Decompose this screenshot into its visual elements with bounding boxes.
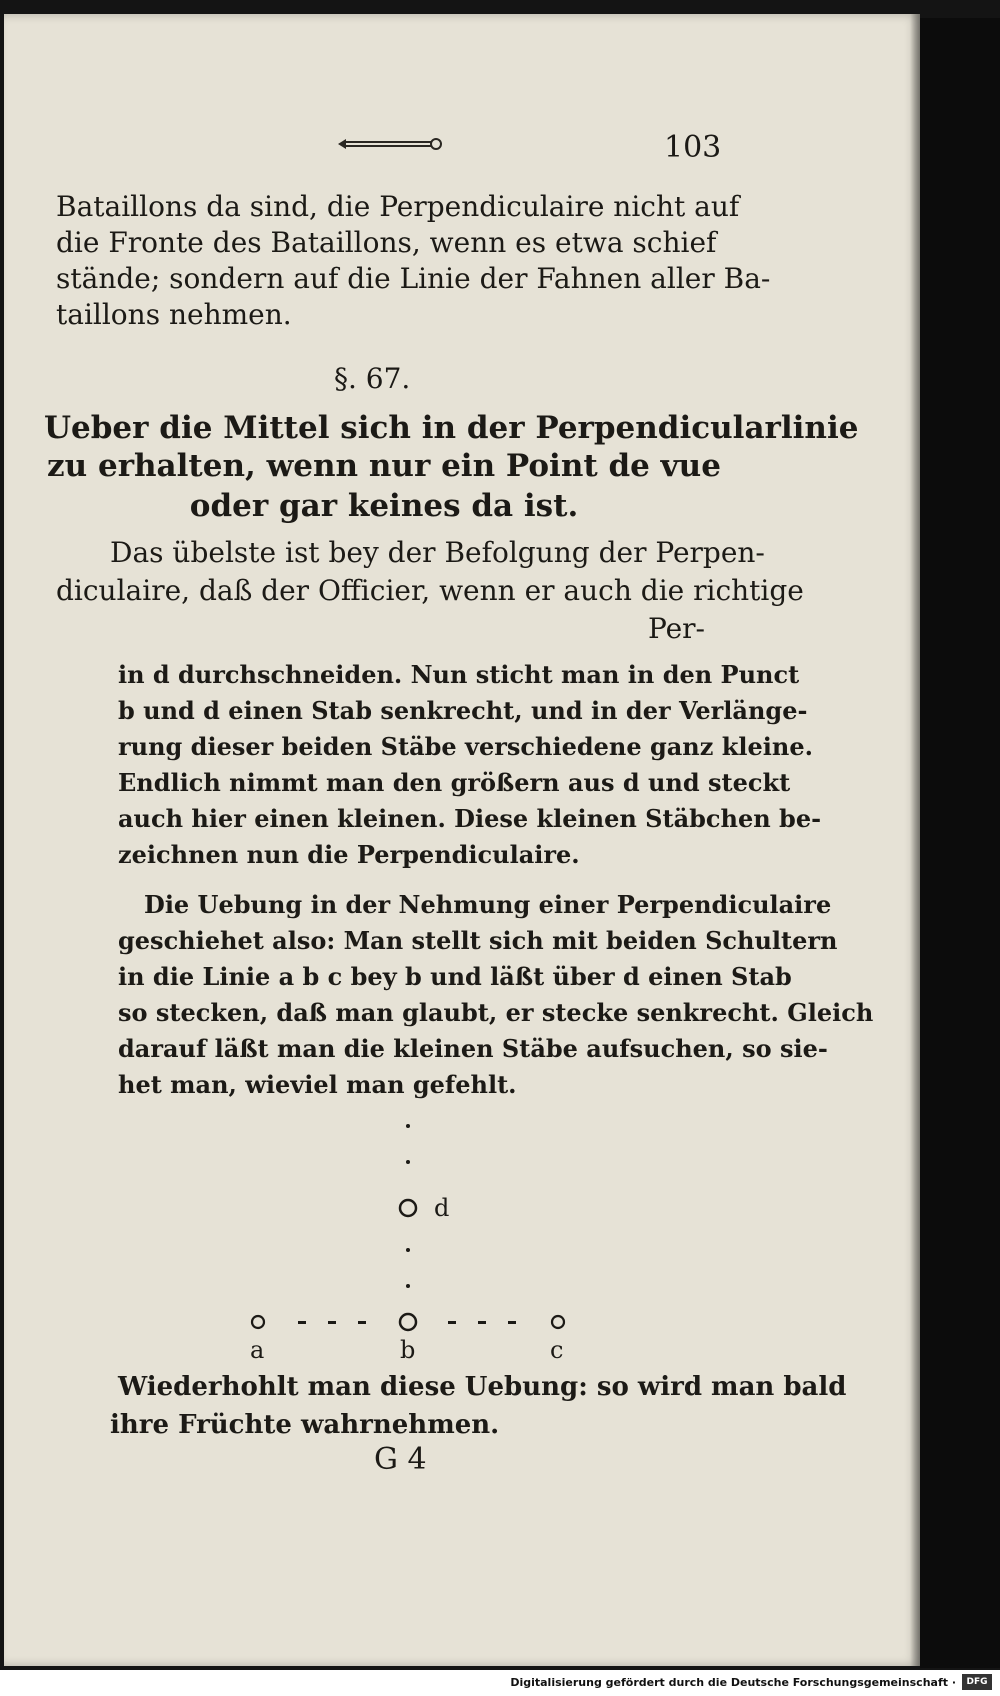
line-abc-dashes [298,1321,516,1324]
text-line: geschiehet also: Man stellt sich mit beiden Schultern [118,926,838,955]
text-line: rung dieser beiden Stäbe verschiedene ganz kleine. [118,732,813,761]
text-line: so stecken, daß man glaubt, er stecke senkrecht. Gleich [118,998,874,1027]
ornament-rule [334,132,444,156]
text-line: Endlich nimmt man den größern aus d und steckt [118,768,791,797]
text-line: het man, wieviel man gefehlt. [118,1070,517,1099]
dfg-logo: DFG [962,1674,992,1690]
text-line: ihre Früchte wahrnehmen. [110,1410,500,1440]
digitization-footer [0,1670,1000,1696]
text-line: zeichnen nun die Perpendiculaire. [118,840,580,869]
label-a: a [250,1336,265,1364]
text-line: Wiederhohlt man diese Uebung: so wird man bald [118,1372,847,1402]
text-line: b und d einen Stab senkrecht, und in der Verlänge- [118,696,808,725]
point-a-marker [252,1316,264,1328]
perpendicular-diagram [234,1114,594,1364]
label-b: b [400,1336,416,1364]
page-number: 103 [664,130,722,165]
point-d-marker [400,1200,416,1216]
text-line: stände; sondern auf die Linie der Fahnen aller Ba- [56,262,771,295]
stake-dots [406,1124,410,1288]
section-number: §. 67. [334,362,411,395]
text-line: auch hier einen kleinen. Diese kleinen Stäbchen be- [118,804,822,833]
text-line: darauf läßt man die kleinen Stäbe aufsuchen, so sie- [118,1034,828,1063]
text-line: Bataillons da sind, die Perpendiculaire nicht auf [56,190,740,223]
section-heading-line: oder gar keines da ist. [189,488,579,524]
text-line: Das übelste ist bey der Befolgung der Perpen- [110,536,765,569]
text-line: taillons nehmen. [56,298,292,331]
text-line: Die Uebung in der Nehmung einer Perpendiculaire [144,890,832,919]
point-b-marker [400,1314,416,1330]
scan-background-strip [920,18,1000,1668]
section-heading-line: Ueber die Mittel sich in der Perpendicularlinie [44,410,859,446]
section-heading-line: zu erhalten, wenn nur ein Point de vue [47,448,721,484]
point-c-marker [552,1316,564,1328]
label-c: c [550,1336,564,1364]
text-line: in d durchschneiden. Nun sticht man in den Punct [118,660,800,689]
text-line: in die Linie a b c bey b und läßt über d einen Stab [118,962,792,991]
label-d: d [434,1194,450,1222]
signature-mark: G 4 [374,1442,427,1477]
text-line: die Fronte des Bataillons, wenn es etwa schief [56,226,717,259]
book-page [4,14,920,1666]
text-line: diculaire, daß der Officier, wenn er auch die richtige [56,574,804,607]
footer-credit: Digitalisierung gefördert durch die Deutsche Forschungsgemeinschaft · [510,1676,956,1689]
catchword: Per- [648,612,705,645]
